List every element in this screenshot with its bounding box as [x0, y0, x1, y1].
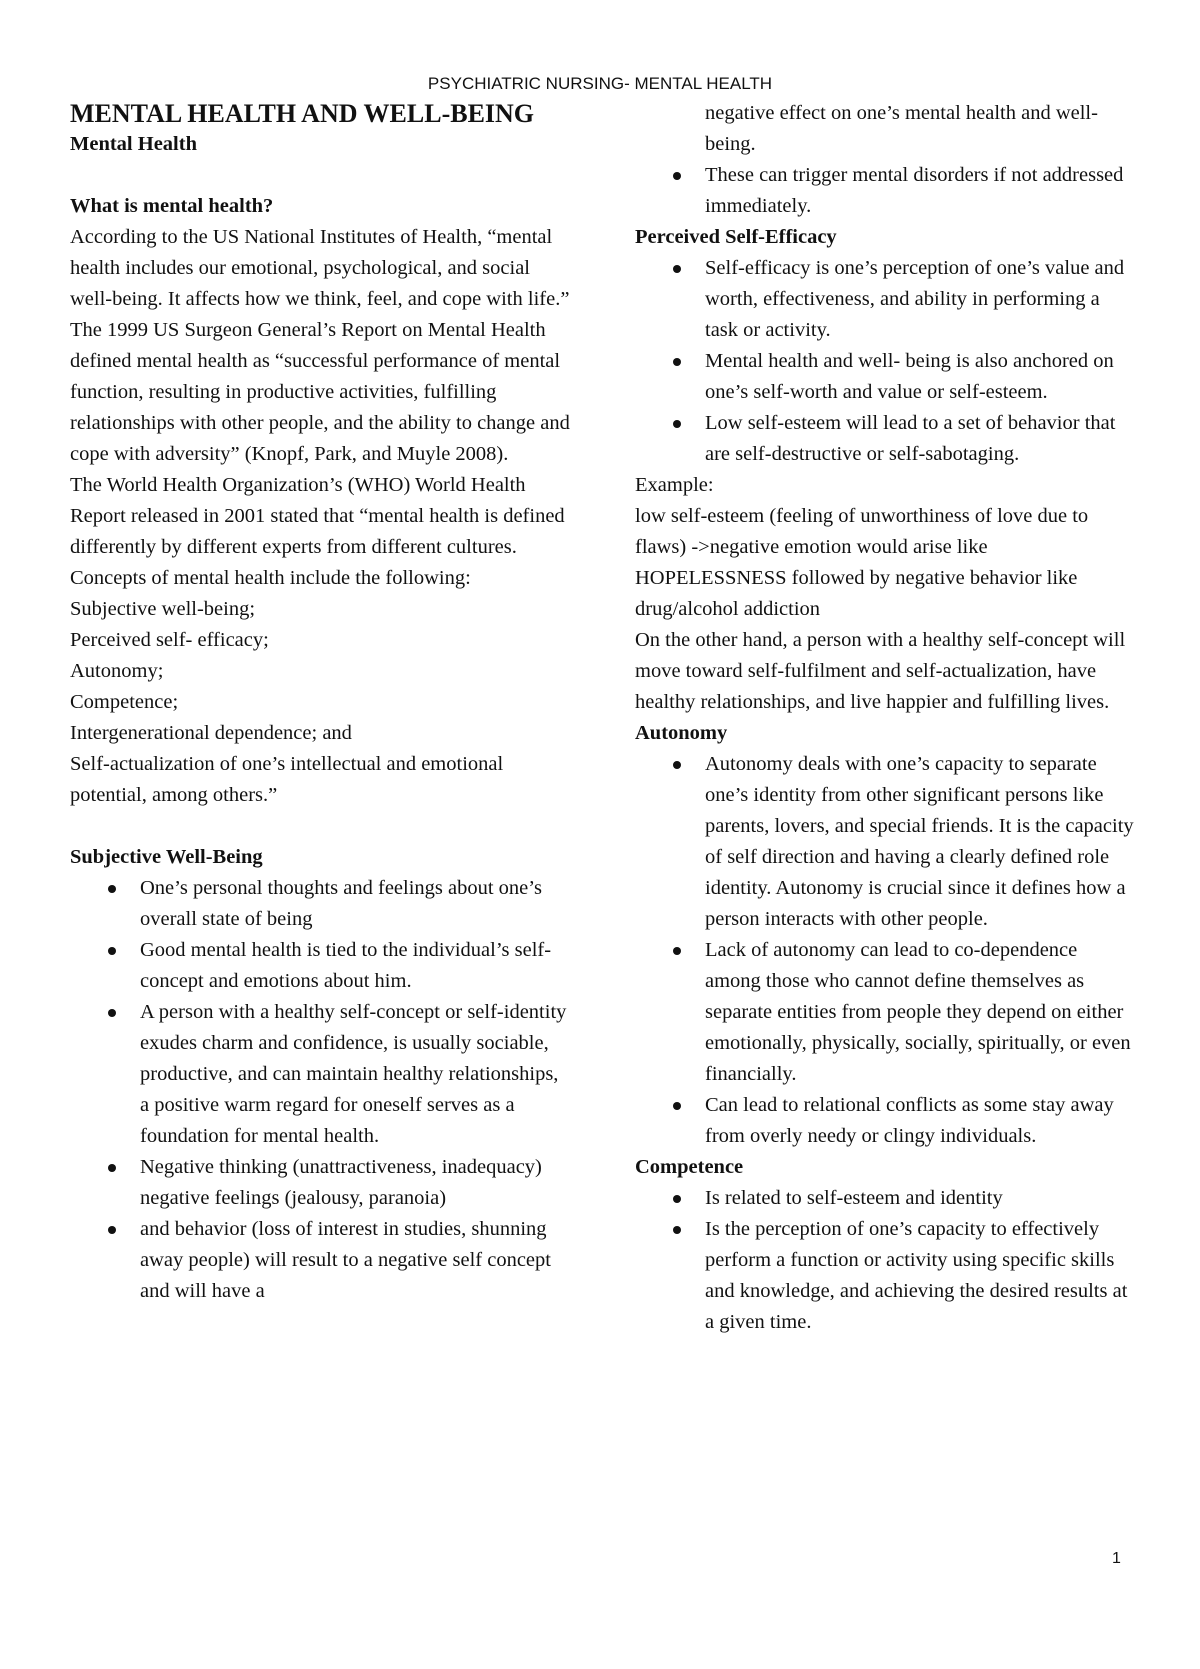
section-heading-perceived-self-efficacy: Perceived Self-Efficacy	[635, 226, 837, 248]
continued-text: negative effect on one’s mental health and well-being.	[705, 102, 1098, 155]
bullet-item: One’s personal thoughts and feelings about one’s overall state of being	[70, 873, 570, 935]
bullet-item: These can trigger mental disorders if not addressed immediately.	[635, 160, 1135, 222]
bullet-item: Good mental health is tied to the individual’s self-concept and emotions about him.	[70, 935, 570, 997]
section-heading-mental-health: Mental Health	[70, 133, 197, 155]
right-column	[635, 98, 1135, 1338]
bullet-item: Mental health and well- being is also anchored on one’s self-worth and value or self-esteem.	[635, 346, 1135, 408]
bullet-item: Lack of autonomy can lead to co-dependence among those who cannot define themselves as separate entities from people they depend on either emotionally, physically, socially, spiritually, or even financially.	[635, 935, 1135, 1090]
efficacy-bullet-list	[635, 253, 1135, 470]
page-header: PSYCHIATRIC NURSING- MENTAL HEALTH	[427, 74, 773, 93]
concept-item: Intergenerational dependence; and	[70, 722, 352, 744]
page-number: 1	[1112, 1550, 1121, 1567]
other-hand-paragraph: On the other hand, a person with a healthy self-concept will move toward self-fulfilment and self-actualization, have healthy relationships, and live happier and fulfilling lives.	[635, 629, 1126, 713]
concept-item: Autonomy;	[70, 660, 164, 682]
section-heading-subjective-well-being: Subjective Well-Being	[70, 846, 263, 868]
example-label: Example:	[635, 474, 714, 496]
bullet-item: Can lead to relational conflicts as some stay away from overly needy or clingy individuals.	[635, 1090, 1135, 1152]
question-heading: What is mental health?	[70, 195, 274, 217]
left-column	[70, 98, 570, 1307]
autonomy-bullet-list	[635, 749, 1135, 1152]
bullet-item: Autonomy deals with one’s capacity to separate one’s identity from other significant persons like parents, lovers, and special friends. It is the capacity of self direction and having a clearly defined role identity. Autonomy is crucial since it defines how a person interacts with other people.	[635, 749, 1135, 935]
bullet-item: A person with a healthy self-concept or self-identity exudes charm and confidence, is usually sociable, productive, and can maintain healthy relationships, a positive warm regard for oneself serves as a foundation for mental health.	[70, 997, 570, 1152]
document-title: MENTAL HEALTH AND WELL-BEING	[70, 99, 535, 128]
concept-item: Subjective well-being;	[70, 598, 256, 620]
section-heading-autonomy: Autonomy	[635, 722, 728, 744]
competence-bullet-list	[635, 1183, 1135, 1338]
concept-item: Competence;	[70, 691, 179, 713]
concept-item: Perceived self- efficacy;	[70, 629, 269, 651]
example-text: low self-esteem (feeling of unworthiness of love due to flaws) ->negative emotion would arise like HOPELESSNESS followed by negative behavior like drug/alcohol addiction	[635, 505, 1089, 620]
bullet-item: Is the perception of one’s capacity to effectively perform a function or activity using specific skills and knowledge, and achieving the desired results at a given time.	[635, 1214, 1135, 1338]
bullet-item: Self-efficacy is one’s perception of one’s value and worth, effectiveness, and ability in performing a task or activity.	[635, 253, 1135, 346]
bullet-item: Low self-esteem will lead to a set of behavior that are self-destructive or self-sabotaging.	[635, 408, 1135, 470]
bullet-item: and behavior (loss of interest in studies, shunning away people) will result to a negative self concept and will have a	[70, 1214, 570, 1307]
bullet-item: Negative thinking (unattractiveness, inadequacy) negative feelings (jealousy, paranoia)	[70, 1152, 570, 1214]
paragraph-who-definition: The World Health Organization’s (WHO) World Health Report released in 2001 stated that “mental health is defined differently by different experts from different cultures. Concepts of mental health include the following:	[70, 474, 565, 589]
bullet-item: Is related to self-esteem and identity	[635, 1183, 1135, 1214]
concept-item: Self-actualization of one’s intellectual and emotional potential, among others.”	[70, 753, 504, 806]
section-heading-competence: Competence	[635, 1156, 744, 1178]
subjective-bullet-list	[70, 873, 570, 1307]
continued-bullet-list	[635, 160, 1135, 222]
paragraph-nih-definition: According to the US National Institutes of Health, “mental health includes our emotional, psychological, and social well-being. It affects how we think, feel, and cope with life.” The 1999 US Surgeon General’s Report on Mental Health defined mental health as “successful performance of mental function, resulting in productive activities, fulfilling relationships with other people, and the ability to change and cope with adversity” (Knopf, Park, and Muyle 2008).	[70, 226, 570, 465]
